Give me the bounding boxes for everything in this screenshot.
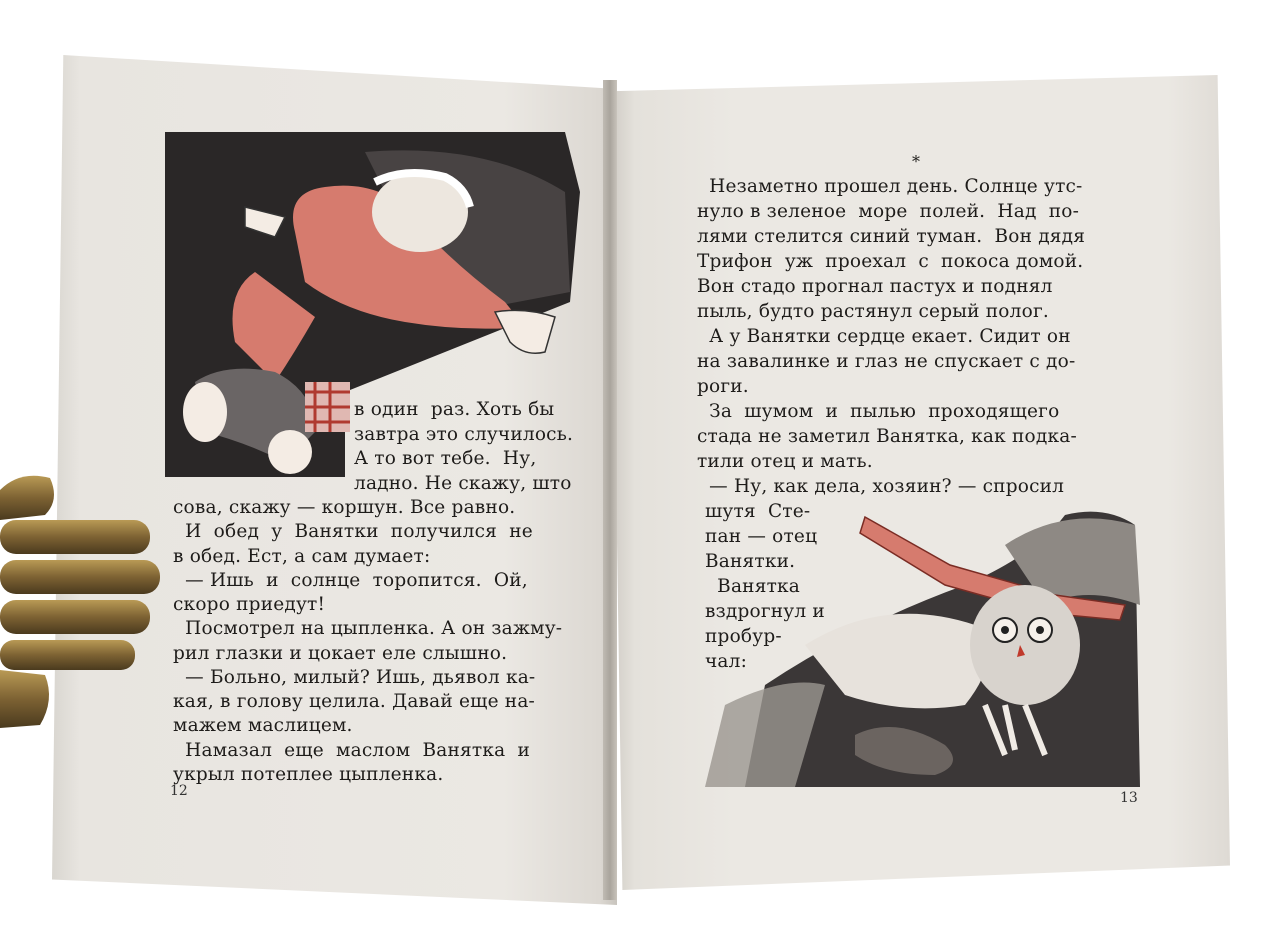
left-wrap-line-4: ладно. Не скажу, што xyxy=(354,473,572,494)
right-line-2: нуло в зеленое море полей. Над по- xyxy=(697,201,1080,222)
right-wrap-line-7: чал: xyxy=(705,651,748,672)
right-line-1: Незаметно прошел день. Солнце утс- xyxy=(697,176,1083,197)
section-star: * xyxy=(912,152,921,171)
left-line-12: укрыл потеплее цыпленка. xyxy=(173,764,444,785)
right-wrap-line-6: пробур- xyxy=(705,626,782,647)
left-line-2: И обед у Ванятки получился не xyxy=(173,521,533,542)
right-line-11: стада не заметил Ванятка, как подка- xyxy=(697,426,1077,447)
right-wrap-line-1: шутя Сте- xyxy=(705,501,811,522)
left-line-3: в обед. Ест, а сам думает: xyxy=(173,546,431,567)
left-line-8: — Больно, милый? Ишь, дьявол ка- xyxy=(173,667,536,688)
left-line-11: Намазал еще маслом Ванятка и xyxy=(173,740,530,761)
right-wrap-line-3: Ванятки. xyxy=(705,551,796,572)
left-wrap-line-2: завтра это случилось. xyxy=(354,424,574,445)
right-line-3: лями стелится синий туман. Вон дядя xyxy=(697,226,1086,247)
left-line-1: сова, скажу — коршун. Все равно. xyxy=(173,497,516,518)
right-line-13: — Ну, как дела, хозяин? — спросил xyxy=(697,476,1065,497)
left-line-6: Посмотрел на цыпленка. А он зажму- xyxy=(173,618,563,639)
left-line-4: — Ишь и солнце торопится. Ой, xyxy=(173,570,528,591)
book-gutter xyxy=(603,80,617,900)
right-line-12: тили отец и мать. xyxy=(697,451,873,472)
right-wrap-line-2: пан — отец xyxy=(705,526,818,547)
left-line-9: кая, в голову целила. Давай еще на- xyxy=(173,691,536,712)
right-line-6: пыль, будто растянул серый полог. xyxy=(697,301,1049,322)
right-line-5: Вон стадо прогнал пастух и поднял xyxy=(697,276,1053,297)
left-line-10: мажем маслицем. xyxy=(173,715,353,736)
left-wrap-line-1: в один раз. Хоть бы xyxy=(354,399,555,420)
right-line-9: роги. xyxy=(697,376,749,397)
right-line-8: на завалинке и глаз не спускает с до- xyxy=(697,351,1076,372)
brass-clip-icon xyxy=(0,470,160,730)
right-page-number: 13 xyxy=(1120,790,1138,806)
right-wrap-line-5: вздрогнул и xyxy=(705,601,825,622)
left-wrap-line-3: А то вот тебе. Ну, xyxy=(354,448,537,469)
right-line-4: Трифон уж проехал с покоса домой. xyxy=(697,251,1084,272)
right-line-10: За шумом и пылью проходящего xyxy=(697,401,1060,422)
left-line-5: скоро приедут! xyxy=(173,594,326,615)
left-line-7: рил глазки и цокает еле слышно. xyxy=(173,643,508,664)
right-wrap-line-4: Ванятка xyxy=(705,576,801,597)
left-page-number: 12 xyxy=(170,783,188,799)
right-line-7: А у Ванятки сердце екает. Сидит он xyxy=(697,326,1071,347)
